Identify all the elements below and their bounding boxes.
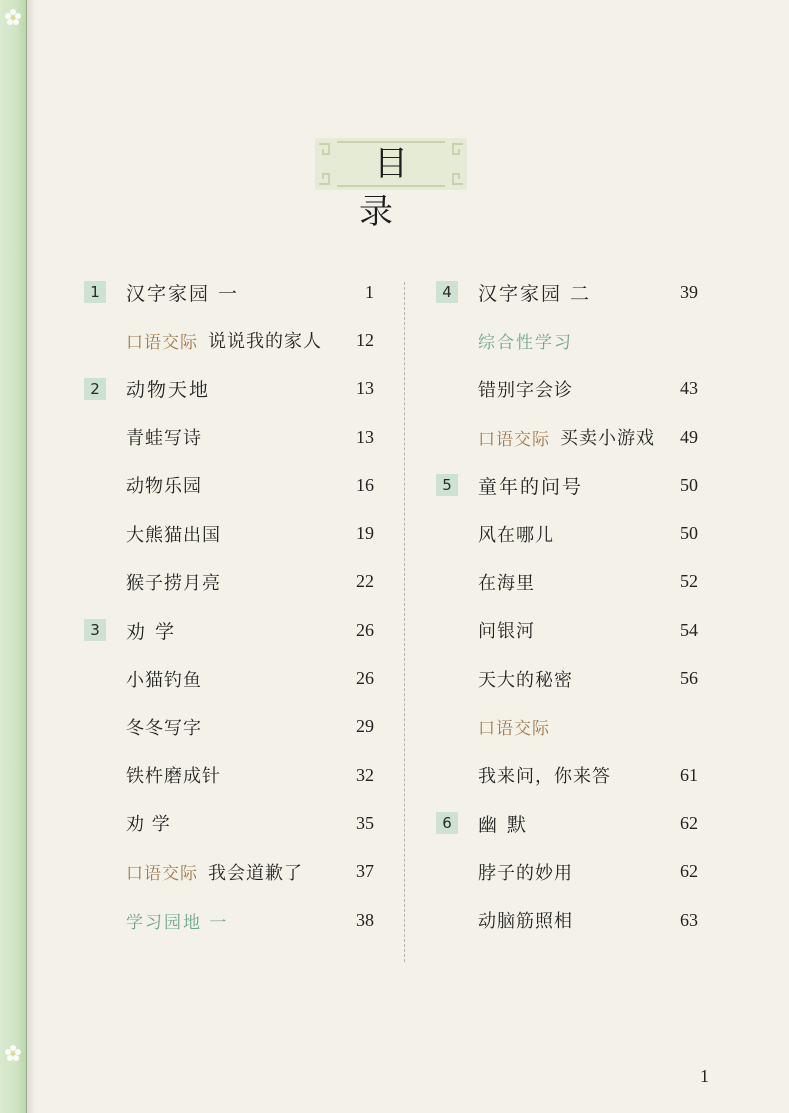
toc-lesson-entry[interactable] [436,558,698,606]
unit-number: 2 [84,378,106,400]
toc-lesson-entry[interactable] [436,896,698,944]
unit-number: 4 [436,281,458,303]
page-ref: 54 [680,619,698,640]
toc-left-column [84,268,374,944]
toc-lesson-entry[interactable] [84,654,374,702]
study-label: 学习园地 一 [126,912,229,933]
page-ref: 26 [356,619,374,640]
book-spine [0,0,27,1113]
toc-lesson-entry[interactable] [84,751,374,799]
page-ref: 13 [356,378,374,399]
unit-number: 5 [436,474,458,496]
toc-lesson-entry[interactable] [436,654,698,702]
page-ref: 16 [356,474,374,495]
toc-lesson-entry[interactable] [84,509,374,557]
oral-title: 买卖小游戏 [560,428,655,450]
page-ref: 38 [356,909,374,930]
lesson-title: 错别字会诊 [478,379,573,401]
page-ref: 29 [356,716,374,737]
unit-number: 1 [84,281,106,303]
column-divider [404,282,405,962]
toc-unit-entry[interactable] [84,606,374,654]
lesson-title: 冬冬写字 [126,717,202,739]
page-ref: 50 [680,474,698,495]
lesson-title: 猴子捞月亮 [126,572,221,594]
unit-title: 汉字家园 一 [126,282,240,305]
toc-lesson-entry[interactable] [436,509,698,557]
lesson-title: 铁杵磨成针 [126,766,221,788]
flower-icon [4,8,22,26]
toc-lesson-entry[interactable] [436,848,698,896]
page-ref: 19 [356,523,374,544]
page-ref: 49 [680,426,698,447]
lesson-title: 天大的秘密 [478,669,573,691]
page-ref: 1 [365,281,374,302]
page-ref: 61 [680,764,698,785]
toc-lesson-entry[interactable] [84,461,374,509]
toc-study-entry[interactable] [84,896,374,944]
lesson-title: 问银河 [478,621,535,643]
toc-lesson-entry[interactable] [436,751,698,799]
toc-lesson-entry[interactable] [436,365,698,413]
toc-unit-entry[interactable] [84,365,374,413]
page-number: 1 [700,1066,709,1086]
lesson-title: 动脑筋照相 [478,911,573,932]
page-ref: 43 [680,378,698,399]
toc-unit-entry[interactable] [436,268,698,316]
toc-oral-entry[interactable] [84,316,374,364]
page-ref: 50 [680,523,698,544]
page-ref: 62 [680,812,698,833]
toc-section-label[interactable] [436,316,698,364]
unit-title: 幽 默 [478,813,529,836]
lesson-title: 我来问，你来答 [478,766,611,788]
page-ref: 22 [356,571,374,592]
lesson-title: 脖子的妙用 [478,862,573,884]
lesson-title: 动物乐园 [126,476,202,498]
toc-unit-entry[interactable] [84,268,374,316]
toc-lesson-entry[interactable] [84,799,374,847]
unit-number: 3 [84,619,106,641]
page-ref: 62 [680,861,698,882]
page-ref: 12 [356,329,374,350]
toc-title-block [315,138,467,232]
lesson-title: 大熊猫出国 [126,524,221,546]
page-ref: 32 [356,764,374,785]
flower-icon [4,1044,22,1062]
lesson-title: 小猫钓鱼 [126,669,202,691]
toc-unit-entry[interactable] [436,461,698,509]
unit-number: 6 [436,812,458,834]
toc-right-column [436,268,698,944]
toc-oral-entry[interactable] [436,413,698,461]
unit-title: 汉字家园 二 [478,282,592,305]
oral-label: 口语交际 [126,864,198,885]
toc-lesson-entry[interactable] [84,558,374,606]
unit-title: 动物天地 [126,379,211,402]
oral-label: 口语交际 [478,719,550,740]
lesson-title: 青蛙写诗 [126,428,202,450]
oral-title: 说说我的家人 [208,331,322,353]
toc-lesson-entry[interactable] [84,703,374,751]
toc-unit-entry[interactable] [436,799,698,847]
lesson-title: 在海里 [478,572,535,594]
oral-title: 我会道歉了 [208,862,303,884]
oral-label: 口语交际 [126,332,198,353]
unit-title: 童年的问号 [478,475,584,498]
lesson-title: 劝 学 [126,814,171,836]
page-ref: 26 [356,668,374,689]
page-ref: 39 [680,281,698,302]
page-ref: 35 [356,812,374,833]
toc-title: 目 录 [359,144,438,232]
toc-section-label[interactable] [436,703,698,751]
unit-title: 劝 学 [126,620,177,643]
toc-lesson-entry[interactable] [436,606,698,654]
page-ref: 37 [356,861,374,882]
oral-label: 口语交际 [478,429,550,450]
toc-lesson-entry[interactable] [84,413,374,461]
comprehensive-label: 综合性学习 [478,332,573,353]
page-ref: 13 [356,426,374,447]
page-ref: 63 [680,909,698,930]
page-ref: 56 [680,668,698,689]
page-ref: 52 [680,571,698,592]
spine-shadow [26,0,36,1113]
toc-oral-entry[interactable] [84,848,374,896]
lesson-title: 风在哪儿 [478,524,554,546]
